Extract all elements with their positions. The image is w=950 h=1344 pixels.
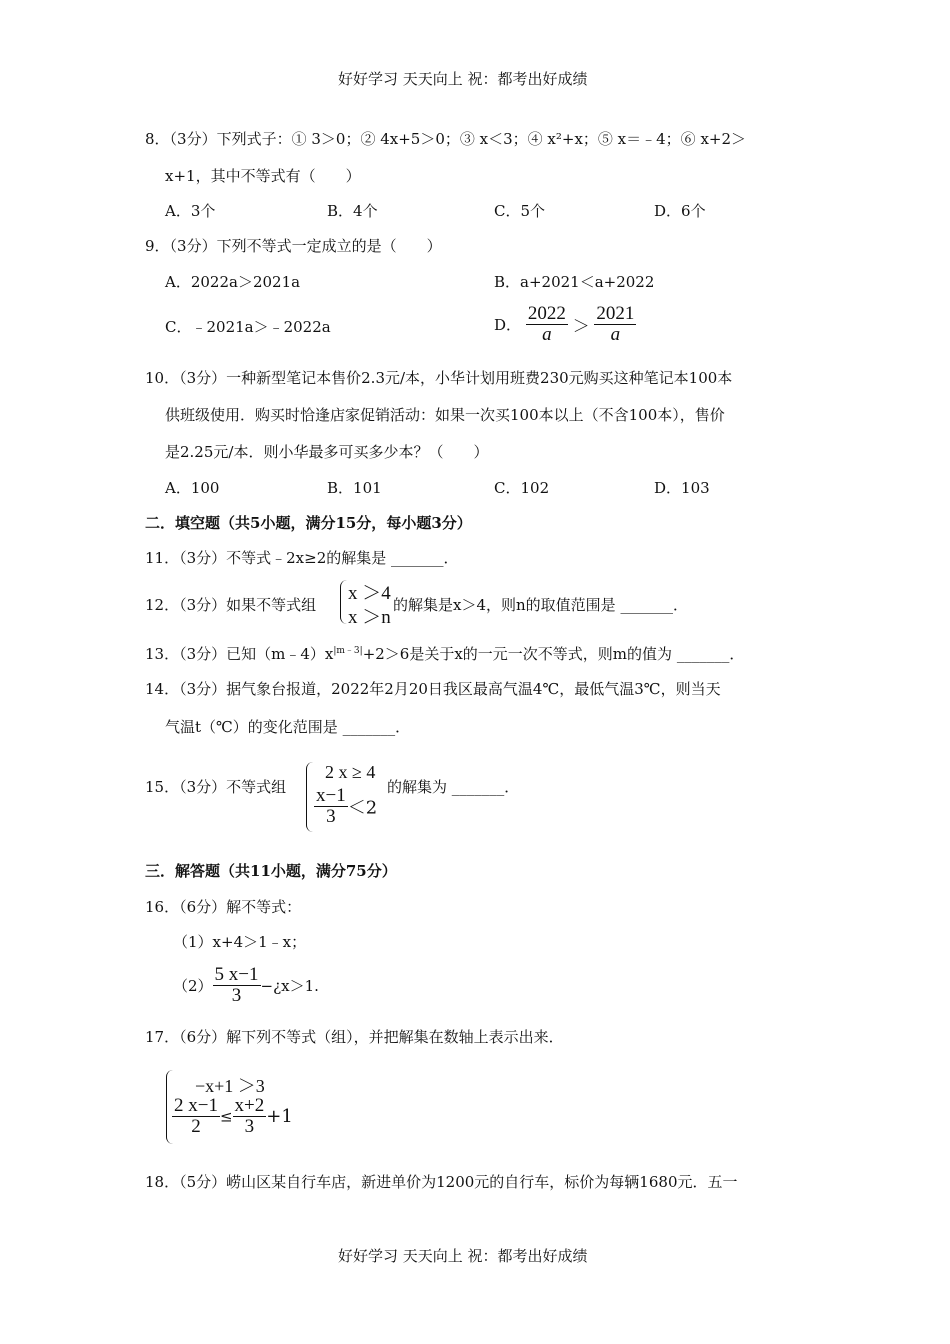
q16-stem: 16．（6分）解不等式： — [145, 898, 302, 916]
q17-operator: ≤ — [219, 1107, 233, 1126]
q10-option-b: B．101 — [327, 479, 382, 497]
q12-row1: x ＞4 — [348, 583, 391, 604]
q8-stem: 8．（3分）下列式子：① 3＞0；② 4x+5＞0；③ x＜3；④ x²+x；⑤ x＝﹣4；⑥ x+2＞ — [145, 130, 747, 148]
q12-post — [393, 594, 688, 615]
q10-option-d: D．103 — [654, 479, 710, 497]
q11-end: ． — [443, 549, 459, 567]
q14-end: ． — [395, 718, 411, 736]
q14-line1: 14．（3分）据气象台报道，2022年2月20日我区最高气温4℃，最低气温3℃，则当天 — [145, 680, 721, 698]
q13-exponent: |m﹣3| — [333, 646, 363, 656]
q8-stem-cont: x+1，其中不等式有（ ） — [165, 167, 361, 185]
q15-end: ． — [504, 778, 520, 796]
page-footer: 好好学习 天天向上 祝：都考出好成绩 — [338, 1247, 588, 1265]
q15-pre: 15．（3分）不等式组 — [145, 778, 287, 796]
q9-d-operator: ＞ — [572, 316, 590, 337]
q12-answer-blank: _______ — [620, 596, 673, 614]
q18-text: 18．（5分）崂山区某自行车店，新进单价为1200元的自行车，标价为每辆1680元．五一 — [145, 1173, 738, 1191]
q12-post-text: 的解集是x＞4，则n的取值范围是 — [393, 596, 616, 614]
q10-option-c: C．102 — [494, 479, 550, 497]
q10-option-a: A．100 — [165, 479, 220, 497]
q15-post — [387, 776, 519, 797]
q10-line2: 供班级使用．购买时恰逢店家促销活动：如果一次买100本以上（不含100本），售价 — [165, 406, 725, 424]
q12-row2: x ＞n — [348, 607, 391, 628]
q11 — [145, 547, 459, 568]
q15-answer-blank: _______ — [451, 778, 505, 796]
q10-line3: 是2.25元/本．则小华最多可买多少本？（ ） — [165, 443, 489, 461]
q15-fraction: $\frac{x-1}{3}$ — [316, 785, 346, 827]
q8-option-c: C．5个 — [494, 202, 546, 220]
q13-end: ． — [729, 645, 745, 663]
q14-line2-text: 气温t（℃）的变化范围是 — [165, 718, 338, 736]
q8-option-a: A．3个 — [165, 202, 216, 220]
section-2-heading: 二．填空题（共5小题，满分15分，每小题3分） — [145, 514, 472, 532]
q12-brace — [340, 580, 347, 624]
q9-d-fraction-1: $\frac{2022}{a}$ — [527, 303, 566, 345]
q9-stem: 9．（3分）下列不等式一定成立的是（ ） — [145, 237, 442, 255]
q14-line2 — [165, 716, 410, 737]
q13 — [145, 643, 744, 664]
q17-row2 — [172, 1096, 293, 1137]
q17-stem: 17．（6分）解下列不等式（组），并把解集在数轴上表示出来． — [145, 1028, 564, 1046]
page-header: 好好学习 天天向上 祝：都考出好成绩 — [338, 70, 588, 88]
q9-option-a: A．2022a＞2021a — [165, 273, 301, 291]
q9-d-fraction-2: $\frac{2021}{a}$ — [596, 303, 635, 345]
section-3-heading: 三．解答题（共11小题，满分75分） — [145, 862, 397, 880]
q13-answer-blank: _______ — [676, 645, 730, 663]
q16-part2-post: −¿x＞1. — [260, 976, 319, 995]
q8-option-b: B．4个 — [327, 202, 378, 220]
q16-fraction: $\frac{5 x-1}{3}$ — [214, 964, 259, 1006]
q8-option-d: D．6个 — [654, 202, 706, 220]
q16-part1: （1）x+4＞1﹣x； — [173, 933, 307, 951]
q17-tail: +1 — [266, 1105, 293, 1127]
q16-part2-label: （2） — [173, 976, 213, 995]
q11-answer-blank: _______ — [391, 549, 444, 567]
q9-option-b: B．a+2021＜a+2022 — [494, 273, 655, 291]
q15-post-text: 的解集为 — [387, 778, 448, 796]
q17-row1: −x+1 ＞3 — [195, 1076, 265, 1096]
q9-d-label: D． — [494, 315, 522, 334]
q14-answer-blank: _______ — [342, 718, 396, 736]
q12-pre: 12．（3分）如果不等式组 — [145, 596, 317, 614]
q15-row2 — [314, 786, 377, 827]
q15-operator: ＜2 — [347, 797, 378, 819]
q17-fraction-1: $\frac{2 x-1}{2}$ — [174, 1095, 218, 1137]
q9-option-d — [494, 304, 636, 345]
q16-part2 — [173, 965, 319, 1006]
q9-option-c: C．﹣2021a＞﹣2022a — [165, 318, 331, 336]
q15-brace — [306, 762, 313, 832]
q15-row1: 2 x ≥ 4 — [325, 762, 376, 782]
q11-text: 11．（3分）不等式﹣2x≥2的解集是 — [145, 549, 387, 567]
q13-post: +2＞6是关于x的一元一次不等式，则m的值为 — [362, 645, 673, 663]
q12-end: ． — [672, 596, 688, 614]
q17-fraction-2: $\frac{x+2}{3}$ — [234, 1095, 265, 1137]
q13-pre: 13．（3分）已知（m﹣4）x — [145, 645, 334, 663]
q10-line1: 10．（3分）一种新型笔记本售价2.3元/本，小华计划用班费230元购买这种笔记本100本 — [145, 369, 733, 387]
